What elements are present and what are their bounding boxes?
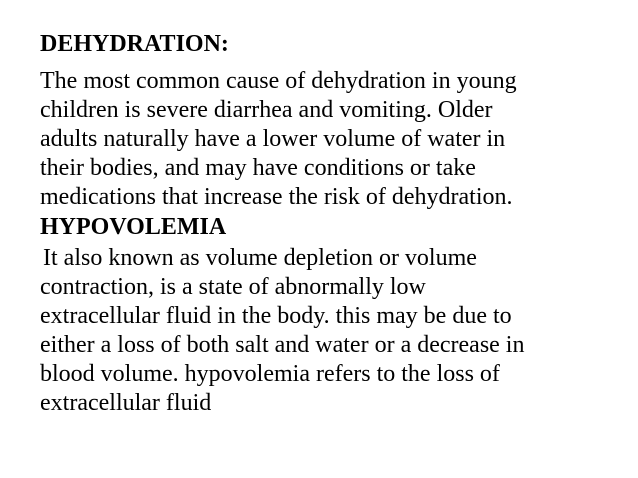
paragraph-line: blood volume. hypovolemia refers to the loss of: [40, 361, 500, 387]
paragraph-line: adults naturally have a lower volume of water in: [40, 126, 506, 152]
paragraph-line: their bodies, and may have conditions or take: [40, 155, 476, 181]
paragraph-line: either a loss of both salt and water or a decrease in: [40, 332, 525, 358]
paragraph-line: It also known as volume depletion or volume: [43, 245, 477, 271]
paragraph-line: extracellular fluid: [40, 390, 212, 416]
dehydration-paragraph: [40, 67, 620, 212]
paragraph-line: medications that increase the risk of dehydration.: [40, 184, 513, 210]
paragraph-line: contraction, is a state of abnormally low: [40, 274, 426, 300]
paragraph-line: children is severe diarrhea and vomiting. Older: [40, 97, 493, 123]
hypovolemia-paragraph: [40, 244, 620, 418]
dehydration-heading: DEHYDRATION:: [40, 31, 229, 57]
hypovolemia-heading: HYPOVOLEMIA: [40, 214, 227, 240]
paragraph-line: The most common cause of dehydration in young: [40, 68, 517, 94]
paragraph-line: extracellular fluid in the body. this may be due to: [40, 303, 512, 329]
slide-content: [40, 30, 620, 418]
